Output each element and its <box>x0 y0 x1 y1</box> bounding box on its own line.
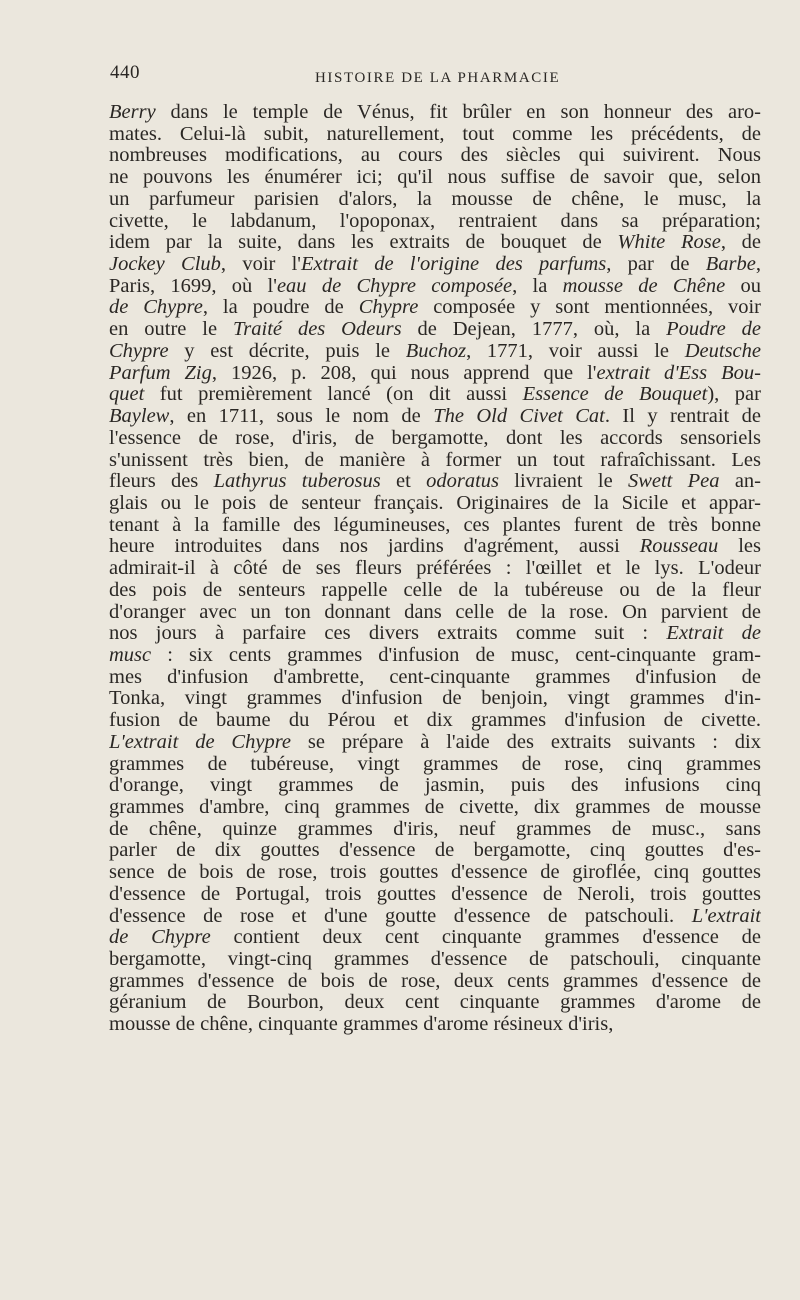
text-line: s'unissent très bien, de manière à former un tout rafraîchissant. Les <box>109 449 761 471</box>
text-line: L'extrait de Chypre se prépare à l'aide des extraits suivants : dix <box>109 731 761 753</box>
italic-phrase: Baylew <box>109 406 170 428</box>
text-line: géranium de Bourbon, deux cent cinquante grammes d'arome de <box>109 992 761 1014</box>
italic-phrase: quet <box>109 384 145 406</box>
text-line: Jockey Club, voir l'Extrait de l'origine des parfums, par de Barbe, <box>109 254 761 276</box>
italic-phrase: Swett Pea <box>627 471 720 493</box>
text-line: idem par la suite, dans les extraits de bouquet de White Rose, de <box>109 232 761 254</box>
italic-phrase: extrait d'Ess Bou- <box>596 362 761 384</box>
italic-phrase: mousse de Chêne <box>562 275 726 297</box>
body-text <box>109 102 761 1036</box>
text-line: civette, le labdanum, l'opoponax, rentraient dans sa préparation; <box>109 210 761 232</box>
text-line: mousse de chêne, cinquante grammes d'arome résineux d'iris, <box>109 1014 614 1036</box>
text-line: un parfumeur parisien d'alors, la mousse de chêne, le musc, la <box>109 188 761 210</box>
text-line: de Chypre contient deux cent cinquante grammes d'essence de <box>109 927 761 949</box>
text-line: d'oranger avec un ton donnant dans celle de la rose. On parvient de <box>109 601 761 623</box>
page-header <box>110 62 760 88</box>
text-line: d'essence de Portugal, trois gouttes d'essence de Neroli, trois gouttes <box>109 883 761 905</box>
italic-phrase: Jockey Club <box>109 254 221 276</box>
text-line: des pois de senteurs rappelle celle de la tubéreuse ou de la fleur <box>109 579 761 601</box>
text-line: d'orange, vingt grammes de jasmin, puis des infusions cinq <box>109 775 761 797</box>
text-line: Berry dans le temple de Vénus, fit brûler en son honneur des aro- <box>109 102 761 123</box>
text-line: mes d'infusion d'ambrette, cent-cinquante grammes d'infusion de <box>109 666 761 688</box>
italic-phrase: Parfum Zig <box>109 362 212 384</box>
running-head: HISTOIRE DE LA PHARMACIE <box>315 70 561 86</box>
text-line: Tonka, vingt grammes d'infusion de benjoin, vingt grammes d'in- <box>109 688 761 710</box>
text-line: grammes d'ambre, cinq grammes de civette, dix grammes de mousse <box>109 797 761 818</box>
italic-phrase: Extrait de <box>666 623 761 645</box>
text-line: grammes d'essence de bois de rose, deux cents grammes d'essence de <box>109 970 761 992</box>
italic-phrase: L'extrait <box>691 905 761 927</box>
italic-phrase: Rousseau <box>639 536 719 558</box>
text-line: ne pouvons les énumérer ici; qu'il nous suffise de savoir que, selon <box>109 167 761 189</box>
italic-phrase: L'extrait de Chypre <box>109 731 292 753</box>
text-line: musc : six cents grammes d'infusion de musc, cent-cinquante gram- <box>109 644 761 666</box>
italic-phrase: Poudre de <box>666 319 761 341</box>
italic-phrase: Essence de Bouquet <box>522 384 708 406</box>
italic-phrase: de Chypre <box>109 927 211 949</box>
text-line: mates. Celui-là subit, naturellement, tout comme les précédents, de <box>109 123 761 145</box>
text-line: d'essence de rose et d'une goutte d'essence de patschouli. L'extrait <box>109 905 761 927</box>
text-line: parler de dix gouttes d'essence de bergamotte, cinq gouttes d'es- <box>109 840 761 862</box>
text-line: bergamotte, vingt-cinq grammes d'essence de patschouli, cinquante <box>109 949 761 971</box>
italic-phrase: Extrait de l'origine des parfums <box>301 254 607 276</box>
italic-phrase: de Chypre <box>109 297 203 319</box>
text-line: grammes de tubéreuse, vingt grammes de rose, cinq grammes <box>109 753 761 775</box>
text-line: Baylew, en 1711, sous le nom de The Old Civet Cat. Il y rentrait de <box>109 406 761 428</box>
text-line: nombreuses modifications, au cours des siècles qui suivirent. Nous <box>109 145 761 167</box>
italic-phrase: Chypre <box>109 340 169 362</box>
page-number: 440 <box>110 62 140 83</box>
text-line: quet fut premièrement lancé (on dit aussi Essence de Bouquet), par <box>109 384 761 406</box>
text-line: tenant à la famille des légumineuses, ces plantes furent de très bonne <box>109 514 761 536</box>
italic-phrase: White Rose <box>617 232 721 254</box>
italic-phrase: Chypre <box>358 297 419 319</box>
text-line: sence de bois de rose, trois gouttes d'essence de giroflée, cinq gouttes <box>109 862 761 884</box>
text-line: Paris, 1699, où l'eau de Chypre composée, la mousse de Chêne ou <box>109 275 761 297</box>
italic-phrase: Buchoz <box>405 340 467 362</box>
italic-phrase: Barbe <box>705 254 756 276</box>
text-line: admirait-il à côté de ses fleurs préférées : l'œillet et le lys. L'odeur <box>109 558 761 580</box>
italic-phrase: Traité des Odeurs <box>233 319 402 341</box>
italic-phrase: Berry <box>109 102 156 123</box>
italic-phrase: odoratus <box>426 471 499 493</box>
text-line: nos jours à parfaire ces divers extraits comme suit : Extrait de <box>109 623 761 645</box>
italic-phrase: Deutsche <box>684 340 761 362</box>
italic-phrase: musc <box>109 644 152 666</box>
text-line: de Chypre, la poudre de Chypre composée y sont mentionnées, voir <box>109 297 761 319</box>
italic-phrase: Lathyrus tuberosus <box>213 471 381 493</box>
text-line: fleurs des Lathyrus tuberosus et odoratus livraient le Swett Pea an- <box>109 471 761 493</box>
text-line: glais ou le pois de senteur français. Originaires de la Sicile et appar- <box>109 492 761 514</box>
italic-phrase: The Old Civet Cat <box>433 406 605 428</box>
text-line: heure introduites dans nos jardins d'agrément, aussi Rousseau les <box>109 536 761 558</box>
text-line: Parfum Zig, 1926, p. 208, qui nous apprend que l'extrait d'Ess Bou- <box>109 362 761 384</box>
text-line: en outre le Traité des Odeurs de Dejean, 1777, où, la Poudre de <box>109 319 761 341</box>
text-line: l'essence de rose, d'iris, de bergamotte, dont les accords sensoriels <box>109 427 761 449</box>
text-line: fusion de baume du Pérou et dix grammes d'infusion de civette. <box>109 710 761 732</box>
italic-phrase: eau de Chypre composée <box>276 275 513 297</box>
text-line: de chêne, quinze grammes d'iris, neuf grammes de musc., sans <box>109 818 761 840</box>
text-line: Chypre y est décrite, puis le Buchoz, 1771, voir aussi le Deutsche <box>109 340 761 362</box>
